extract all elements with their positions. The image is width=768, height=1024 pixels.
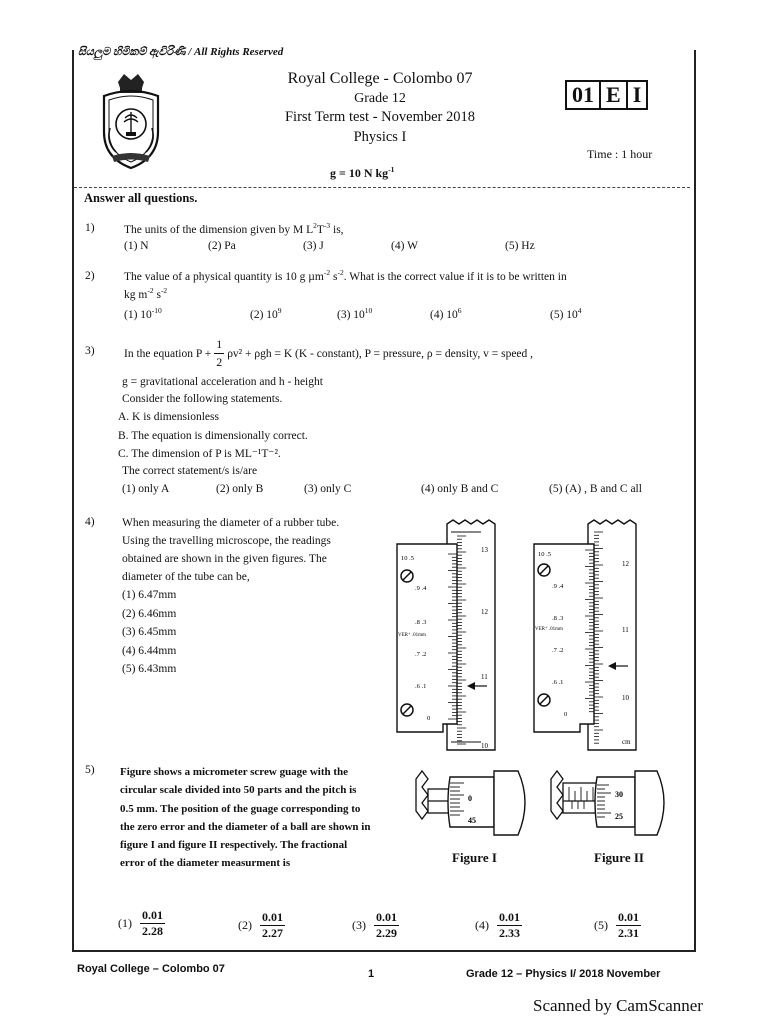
micrometer-figure-2 (545, 765, 680, 845)
q1-option[interactable]: (1) N (124, 240, 149, 252)
paper-code-part: 01 (565, 80, 601, 110)
q4-text: When measuring the diameter of a rubber tube. Using the travelling microscope, the readings obtained are shown in the given figures. The diameter of the tube can be, (122, 517, 340, 583)
q4-option[interactable]: (3) 6.45mm (122, 626, 177, 638)
paper-code-part: I (626, 80, 649, 110)
q2-option[interactable]: (5) $10^4$ (550, 306, 582, 321)
grade-label: Grade 12 (354, 90, 406, 106)
q4-options (122, 586, 176, 679)
q5-option[interactable]: (5) $\frac{0.01}{2.31}$ (594, 910, 639, 940)
q2-number: 2) (85, 270, 95, 282)
q2-option[interactable]: (4) $10^6$ (430, 306, 462, 321)
vernier-label: 10 .5 (401, 555, 414, 562)
q5-option[interactable]: (3) $\frac{0.01}{2.29}$ (352, 910, 397, 940)
unit-label: cm (622, 738, 631, 746)
q3-option[interactable]: (1) only A (122, 483, 170, 495)
paper-code-box (565, 80, 646, 110)
all-rights-reserved: සියලුම හිමිකම් ඇවිරිණි / All Rights Reserved (78, 46, 284, 58)
main-scale-label: 10 (481, 742, 488, 750)
footer-school: Royal College – Colombo 07 (77, 963, 225, 975)
college-crest-logo (96, 72, 166, 172)
q5-option[interactable]: (4) $\frac{0.01}{2.33}$ (475, 910, 520, 940)
main-scale-label: 12 (622, 560, 629, 568)
thimble-label: 0 (468, 794, 472, 803)
q1-option[interactable]: (4) W (391, 240, 418, 252)
vernier-figure-2 (530, 518, 645, 754)
q3-equation: In the equation P + $\frac{1}{2}$ ρv² + ρgh = K (K - constant), P = pressure, ρ = density, v = speed , (124, 337, 534, 370)
q2-option[interactable]: (2) $10^9$ (250, 306, 282, 321)
gravity-constant: g = 10 N $kg^{-1}$ (330, 165, 395, 180)
q3-line4: The correct statement/s is/are (122, 465, 258, 477)
q2-option[interactable]: (3) $10^{10}$ (337, 306, 373, 321)
q4-option[interactable]: (4) 6.44mm (122, 644, 177, 657)
q5-text: Figure shows a micrometer screw guage with the circular scale divided into 50 parts and the pitch is 0.5 mm. The position of the guage corresponding to the zero error and the diameter of a ball are shown in figure I and figure II respectively. The fractional error of the diameter measurment is (120, 766, 371, 870)
figure-2-caption: Figure II (594, 850, 644, 865)
q2-text-line2: kg $m^{-2}$ $s^{-2}$ (124, 286, 168, 301)
instruction: Answer all questions. (84, 191, 198, 205)
q3-option[interactable]: (4) only B and C (421, 483, 499, 495)
school-name: Royal College - Colombo 07 (287, 70, 473, 87)
vernier-figure-1-svg (395, 518, 505, 754)
q1-option[interactable]: (3) J (303, 240, 324, 252)
q2-option[interactable]: (1) $10^{-10}$ (124, 306, 162, 321)
main-scale-label: 12 (481, 608, 488, 616)
q1-option[interactable]: (2) Pa (208, 240, 236, 252)
q3-option[interactable]: (5) (A) , B and C all (549, 483, 642, 495)
q3-line2: g = gravitational acceleration and h - height (122, 376, 323, 388)
q1-option[interactable]: (5) Hz (505, 240, 535, 252)
vernier-label: 0 (564, 711, 568, 718)
q5-option[interactable]: (1) $\frac{0.01}{2.28}$ (118, 908, 163, 938)
q3-line3: Consider the following statements. (122, 393, 283, 405)
thimble-label: 45 (468, 816, 476, 825)
q5-number: 5) (85, 764, 95, 776)
q4-option[interactable]: (1) 6.47mm (122, 589, 177, 601)
footer-grade: Grade 12 – Physics I/ 2018 November (466, 968, 661, 980)
vernier-figure-1 (395, 518, 505, 754)
q3-option[interactable]: (2) only B (216, 483, 264, 495)
q3-option[interactable]: (3) only C (304, 483, 352, 495)
page-number: 1 (368, 968, 375, 980)
q4-option[interactable]: (2) 6.46mm (122, 607, 177, 620)
vernier-tag: VER⁺ .01mm (398, 633, 426, 638)
q3-statement-b: B. The equation is dimensionally correct. (118, 430, 308, 442)
vernier-label: 10 .5 (538, 551, 551, 558)
scanner-watermark: Scanned by CamScanner (533, 996, 703, 1015)
micrometer-figure-1 (410, 765, 540, 845)
vernier-tag: VER⁺ .01mm (535, 627, 563, 632)
figure-1-caption: Figure I (452, 850, 497, 865)
vernier-label: 0 (427, 715, 431, 722)
divider-line (74, 187, 690, 188)
vernier-label: .6 .1 (415, 683, 427, 690)
q1-number: 1) (85, 222, 95, 234)
vernier-label: .9 .4 (552, 583, 564, 590)
vernier-label: .6 .1 (552, 679, 564, 686)
q3-statement-c: C. The dimension of P is ML⁻¹T⁻². (118, 448, 281, 460)
q4-option[interactable]: (5) 6.43mm (122, 663, 177, 675)
q4-number: 4) (85, 516, 95, 528)
q3-statement-a: A. K is dimensionless (118, 411, 219, 423)
main-scale-label: 13 (481, 546, 488, 554)
thimble-label: 30 (615, 790, 623, 799)
vernier-label: .7 .2 (552, 647, 564, 654)
main-scale-label: 10 (622, 694, 629, 702)
time-label: Time : 1 hour (587, 147, 653, 161)
vernier-label: .8 .3 (415, 619, 427, 626)
q3-number: 3) (85, 345, 95, 357)
vernier-label: .8 .3 (552, 615, 564, 622)
q2-text: The value of a physical quantity is 10 g µm$^{-2}$ $s^{-2}$. What is the correct value if it is to be written in (124, 268, 567, 283)
vernier-figure-2-svg (530, 518, 645, 754)
main-scale-label: 11 (622, 626, 629, 634)
paper-code-part: E (599, 80, 628, 110)
subject-label: Physics I (353, 129, 407, 146)
term-label: First Term test - November 2018 (284, 109, 475, 126)
main-scale-label: 11 (481, 673, 488, 681)
vernier-label: .7 .2 (415, 651, 427, 658)
q1-text: The units of the dimension given by M $L^2T^{-3}$ is, (124, 221, 344, 236)
thimble-label: 25 (615, 812, 623, 821)
vernier-label: .9 .4 (415, 585, 427, 592)
q5-option[interactable]: (2) $\frac{0.01}{2.27}$ (238, 910, 283, 940)
